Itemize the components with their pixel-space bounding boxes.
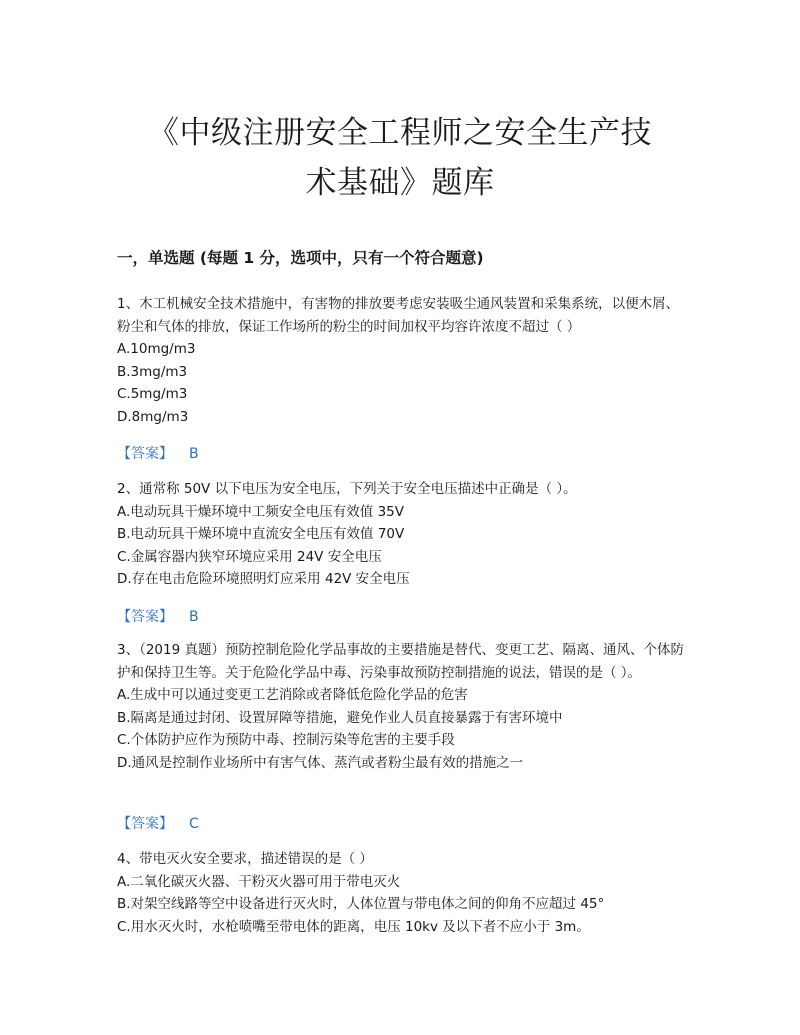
option-a: A.电动玩具干燥环境中工频安全电压有效值 35V: [117, 503, 404, 520]
answer-label: 【答案】: [117, 446, 173, 462]
option-c: C.金属容器内狭窄环境应采用 24V 安全电压: [117, 548, 382, 565]
question-1: [117, 293, 687, 428]
option-d: D.通风是控制作业场所中有害气体、蒸汽或者粉尘最有效的措施之一: [117, 754, 524, 771]
question-2: [117, 478, 687, 591]
option-b: B.隔离是通过封闭、设置屏障等措施，避免作业人员直接暴露于有害环境中: [117, 709, 563, 726]
option-c: C.5mg/m3: [117, 386, 188, 402]
answer-value: B: [189, 446, 199, 462]
question-stem: 4、带电灭火安全要求，描述错误的是（ ）: [117, 851, 373, 867]
option-c: C.个体防护应作为预防中毒、控制污染等危害的主要手段: [117, 732, 455, 748]
document-title: [100, 108, 700, 208]
title-line-1: 《中级注册安全工程师之安全生产技: [148, 115, 652, 151]
question-4: [117, 848, 687, 938]
question-stem: 1、木工机械安全技术措施中，有害物的排放要考虑安装吸尘通风装置和采集系统，以便木屑、粉尘和气体的排放，保证工作场所的粉尘的时间加权平均容许浓度不超过（ ）: [117, 296, 680, 335]
answer-1: [117, 443, 199, 463]
option-a: A.二氧化碳灭火器、干粉灭火器可用于带电灭火: [117, 873, 401, 890]
title-line-2: 术基础》题库: [305, 165, 495, 201]
answer-2: [117, 606, 199, 626]
option-b: B.电动玩具干燥环境中直流安全电压有效值 70V: [117, 526, 405, 542]
question-3: [117, 639, 687, 774]
answer-value: C: [189, 816, 199, 832]
answer-3: [117, 813, 199, 833]
option-d: D.8mg/m3: [117, 408, 189, 425]
question-stem: 2、通常称 50V 以下电压为安全电压，下列关于安全电压描述中正确是（ ）。: [117, 481, 577, 497]
option-d: D.存在电击危险环境照明灯应采用 42V 安全电压: [117, 571, 410, 587]
section-heading: 一，单选题 (每题 1 分，选项中，只有一个符合题意): [117, 249, 484, 267]
option-a: A.生成中可以通过变更工艺消除或者降低危险化学品的危害: [117, 687, 468, 703]
option-c: C.用水灭火时，水枪喷嘴至带电体的距离，电压 10kv 及以下者不应小于 3m。: [117, 918, 590, 935]
answer-value: B: [189, 609, 199, 625]
answer-label: 【答案】: [117, 609, 173, 625]
option-a: A.10mg/m3: [117, 341, 196, 357]
question-stem: 3、（2019 真题）预防控制危险化学品事故的主要措施是替代、变更工艺、隔离、通风、个体防护和保持卫生等。关于危险化学品中毒、污染事故预防控制措施的说法，错误的是（ ）。: [117, 642, 684, 681]
option-b: B.3mg/m3: [117, 363, 188, 380]
option-b: B.对架空线路等空中设备进行灭火时，人体位置与带电体之间的仰角不应超过 45°: [117, 896, 605, 912]
answer-label: 【答案】: [117, 816, 173, 832]
